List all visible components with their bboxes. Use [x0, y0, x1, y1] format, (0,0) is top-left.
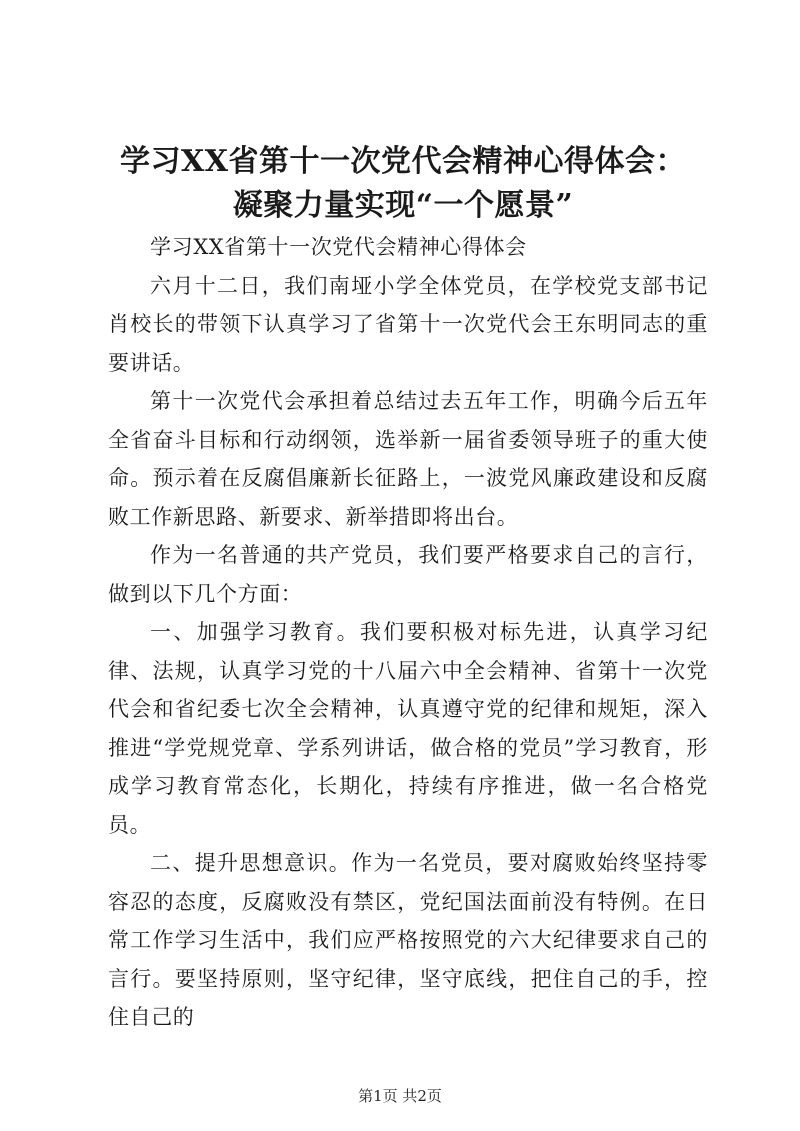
paragraph-aspects: 作为一名普通的共产党员，我们要严格要求自己的言行，做到以下几个方面：: [108, 543, 708, 606]
paragraph-point-one: 一、加强学习教育。我们要积极对标先进，认真学习纪律、法规，认真学习党的十八届六中全会精神、省第十一次党代会和省纪委七次全会精神，认真遵守党的纪律和规矩，深入推进“学党规党章、学系列讲话，做合格的党员”学习教育，形成学习教育常态化，长期化，持续有序推进，做一名合格党员。: [108, 620, 708, 837]
paragraph-mission: 第十一次党代会承担着总结过去五年工作，明确今后五年全省奋斗目标和行动纲领，选举新一届省委领导班子的重大使命。预示着在反腐倡廉新长征路上，一波党风廉政建设和反腐败工作新思路、新要求、新举措即将出台。: [108, 389, 708, 529]
paragraph-point-two: 二、提升思想意识。作为一名党员，要对腐败始终坚持零容忍的态度，反腐败没有禁区，党纪国法面前没有特例。在日常工作学习生活中，我们应严格按照党的六大纪律要求自己的言行。要坚持原则，坚守纪律，坚守底线，把住自己的手，控住自己的: [108, 851, 708, 1029]
paragraph-intro: 六月十二日，我们南垭小学全体党员，在学校党支部书记肖校长的带领下认真学习了省第十一次党代会王东明同志的重要讲话。: [108, 273, 708, 375]
page-number-footer: 第1页 共2页: [358, 1087, 442, 1105]
paragraph-subtitle: 学习XX省第十一次党代会精神心得体会: [150, 235, 527, 259]
document-body: [108, 228, 708, 1037]
document-title: 学习XX省第十一次党代会精神心得体会：凝聚力量实现“一个愿景”: [119, 144, 687, 223]
